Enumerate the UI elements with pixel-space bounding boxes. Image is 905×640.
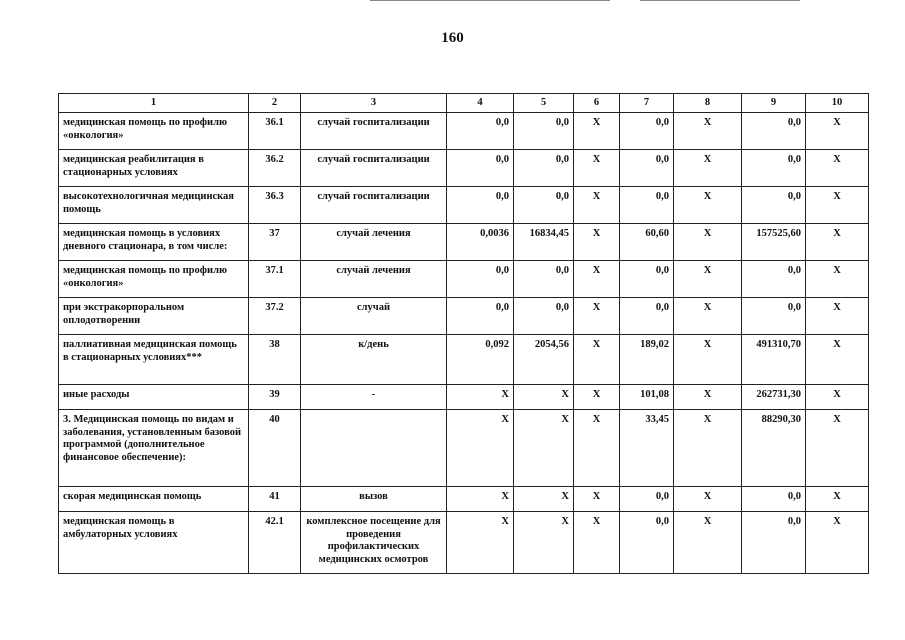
row-label-cell: скорая медицинская помощь	[59, 487, 249, 512]
row-label-cell: медицинская помощь в амбулаторных условиях	[59, 512, 249, 574]
table-row	[59, 187, 869, 224]
table-cell: 2054,56	[514, 335, 574, 385]
table-cell: 37.1	[249, 261, 301, 298]
table-cell: 0,0	[620, 150, 674, 187]
table-cell: X	[674, 113, 742, 150]
table-cell: X	[514, 487, 574, 512]
table-cell: 33,45	[620, 410, 674, 487]
table-cell: X	[674, 187, 742, 224]
table-cell: 0,0	[514, 150, 574, 187]
data-table	[58, 93, 869, 574]
table-cell: X	[447, 487, 514, 512]
table-cell: X	[447, 512, 514, 574]
table-cell: X	[806, 224, 869, 261]
table-cell: 60,60	[620, 224, 674, 261]
table-cell: X	[674, 261, 742, 298]
table-cell: 0,0	[447, 261, 514, 298]
table-header-row	[59, 94, 869, 113]
table-cell: 0,0	[620, 113, 674, 150]
table-cell: 0,092	[447, 335, 514, 385]
table-cell: X	[806, 385, 869, 410]
table-cell: 157525,60	[742, 224, 806, 261]
table-cell: 0,0	[514, 298, 574, 335]
table-cell: X	[574, 512, 620, 574]
table-cell: 37	[249, 224, 301, 261]
row-label-cell: медицинская помощь по профилю «онкология»	[59, 113, 249, 150]
table-cell: 0,0	[742, 298, 806, 335]
table-cell: 0,0	[620, 261, 674, 298]
table-cell: 101,08	[620, 385, 674, 410]
column-header: 6	[574, 94, 620, 113]
table-cell: X	[806, 187, 869, 224]
table-cell: X	[574, 261, 620, 298]
table-cell: 40	[249, 410, 301, 487]
table-cell: X	[674, 487, 742, 512]
table-cell: 0,0	[620, 298, 674, 335]
page-number: 160	[441, 30, 464, 46]
table-cell: 42.1	[249, 512, 301, 574]
row-label-cell: при экстракорпоральном оплодотворении	[59, 298, 249, 335]
table-cell: X	[674, 335, 742, 385]
table-row	[59, 113, 869, 150]
table-cell: 41	[249, 487, 301, 512]
table-cell: 0,0	[620, 187, 674, 224]
table-cell: 0,0	[742, 487, 806, 512]
column-header: 9	[742, 94, 806, 113]
table-cell: X	[447, 410, 514, 487]
table-cell: X	[574, 410, 620, 487]
row-label-cell: медицинская помощь в условиях дневного стационара, в том числе:	[59, 224, 249, 261]
table-cell: X	[574, 113, 620, 150]
table-cell: 0,0	[742, 261, 806, 298]
top-rule-right	[640, 0, 800, 1]
table-cell: 0,0	[514, 113, 574, 150]
table-cell: 0,0	[742, 113, 806, 150]
table-cell: X	[574, 385, 620, 410]
table-cell: 0,0	[742, 187, 806, 224]
table-cell: 0,0	[447, 298, 514, 335]
table-cell: X	[674, 150, 742, 187]
table-cell: X	[806, 512, 869, 574]
table-cell: X	[574, 150, 620, 187]
table-cell: X	[806, 335, 869, 385]
table-cell: X	[447, 385, 514, 410]
table-cell: X	[674, 298, 742, 335]
table-cell: вызов	[301, 487, 447, 512]
table-cell: 36.2	[249, 150, 301, 187]
table-cell: 88290,30	[742, 410, 806, 487]
table-cell: X	[806, 261, 869, 298]
table-cell: X	[806, 298, 869, 335]
table-cell: случай лечения	[301, 261, 447, 298]
table-cell: X	[674, 512, 742, 574]
table-row	[59, 150, 869, 187]
table-cell: X	[806, 113, 869, 150]
table-cell: 491310,70	[742, 335, 806, 385]
table-cell: X	[514, 385, 574, 410]
table-row	[59, 298, 869, 335]
row-label-cell: высокотехнологичная медицинская помощь	[59, 187, 249, 224]
table-cell: X	[574, 487, 620, 512]
table-cell: 0,0	[514, 187, 574, 224]
table-cell: 36.1	[249, 113, 301, 150]
table-row	[59, 385, 869, 410]
table-cell: 0,0	[620, 512, 674, 574]
table-cell: 37.2	[249, 298, 301, 335]
row-label-cell: иные расходы	[59, 385, 249, 410]
table-row	[59, 512, 869, 574]
column-header: 2	[249, 94, 301, 113]
column-header: 7	[620, 94, 674, 113]
table-cell: случай госпитализации	[301, 113, 447, 150]
table-cell: 0,0	[447, 187, 514, 224]
table-cell: X	[514, 512, 574, 574]
table-row	[59, 224, 869, 261]
column-header: 3	[301, 94, 447, 113]
table-cell: 36.3	[249, 187, 301, 224]
table-cell: 0,0	[447, 113, 514, 150]
row-label-cell: медицинская реабилитация в стационарных условиях	[59, 150, 249, 187]
table-cell: X	[674, 410, 742, 487]
table-cell: случай госпитализации	[301, 150, 447, 187]
table-cell: X	[674, 224, 742, 261]
table-cell: X	[806, 410, 869, 487]
table-cell: X	[514, 410, 574, 487]
column-header: 8	[674, 94, 742, 113]
table-cell: случай	[301, 298, 447, 335]
table-row	[59, 487, 869, 512]
table-row	[59, 335, 869, 385]
table-cell: 189,02	[620, 335, 674, 385]
row-label-cell: паллиативная медицинская помощь в стационарных условиях***	[59, 335, 249, 385]
column-header: 4	[447, 94, 514, 113]
table-cell: 0,0	[447, 150, 514, 187]
table-cell: 262731,30	[742, 385, 806, 410]
table-cell: 38	[249, 335, 301, 385]
row-label-cell: медицинская помощь по профилю «онкология»	[59, 261, 249, 298]
table-cell: -	[301, 385, 447, 410]
table-cell: к/день	[301, 335, 447, 385]
table-cell: случай лечения	[301, 224, 447, 261]
column-header: 10	[806, 94, 869, 113]
table-cell: X	[574, 335, 620, 385]
table-row	[59, 261, 869, 298]
table-cell: X	[806, 150, 869, 187]
row-label-cell: 3. Медицинская помощь по видам и заболевания, установленным базовой программой (дополнительное финансовое обеспечение):	[59, 410, 249, 487]
table-row	[59, 410, 869, 487]
table-cell: 0,0	[620, 487, 674, 512]
table-cell: X	[574, 187, 620, 224]
table-cell: X	[574, 224, 620, 261]
column-header: 5	[514, 94, 574, 113]
top-rule-left	[370, 0, 610, 1]
table-cell: X	[806, 487, 869, 512]
table-cell: 0,0	[742, 512, 806, 574]
table-cell: 16834,45	[514, 224, 574, 261]
column-header: 1	[59, 94, 249, 113]
table-cell: X	[674, 385, 742, 410]
table-cell: случай госпитализации	[301, 187, 447, 224]
table-cell	[301, 410, 447, 487]
table-body	[59, 113, 869, 574]
table-cell: комплексное посещение для проведения профилактических медицинских осмотров	[301, 512, 447, 574]
table-cell: 0,0	[514, 261, 574, 298]
table-cell: 0,0036	[447, 224, 514, 261]
table-cell: 0,0	[742, 150, 806, 187]
table-cell: X	[574, 298, 620, 335]
table-cell: 39	[249, 385, 301, 410]
